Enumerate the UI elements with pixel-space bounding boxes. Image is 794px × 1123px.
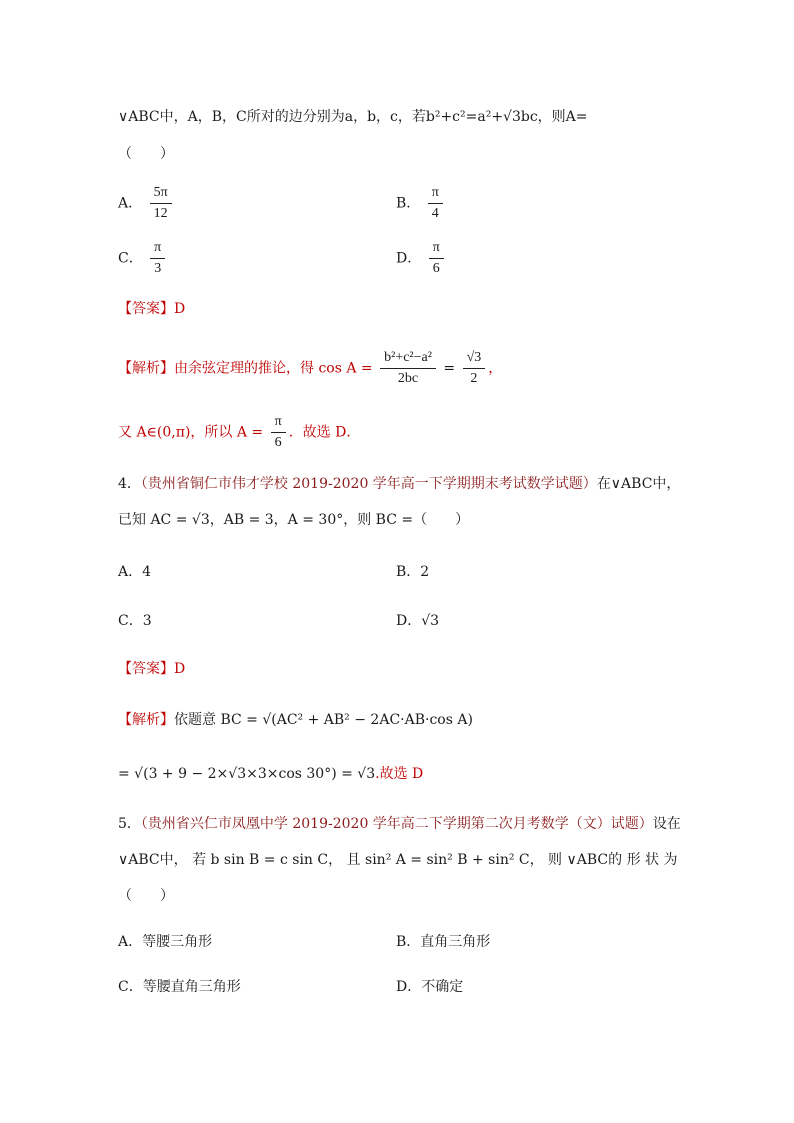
answer-value: D bbox=[174, 301, 186, 317]
q5-option-b[interactable]: B．直角三角形 bbox=[396, 934, 491, 950]
q5-option-d[interactable]: D．不确定 bbox=[396, 979, 464, 995]
q3-option-c[interactable] bbox=[118, 240, 168, 277]
q4-stem-line2: 已知 AC = √3，AB = 3，A = 30°，则 BC =（ ） bbox=[118, 512, 470, 528]
option-letter: A． bbox=[118, 195, 143, 212]
q5-option-c[interactable]: C．等腰直角三角形 bbox=[118, 979, 241, 995]
analysis-label: 【解析】 bbox=[118, 360, 174, 377]
analysis-text: 依题意 BC = √(AC² + AB² − 2AC·AB·cos A) bbox=[174, 712, 473, 728]
q4-answer bbox=[118, 659, 185, 679]
question-source: （贵州省铜仁市伟才学校 2019-2020 学年高一下学期期末考试数学试题） bbox=[140, 476, 597, 492]
q4-option-a[interactable]: A．4 bbox=[118, 564, 152, 580]
option-letter: C． bbox=[118, 250, 143, 267]
q5-stem: 5．（贵州省兴仁市凤凰中学 2019-2020 学年高二下学期第二次月考数学（文）试题）设在 bbox=[118, 816, 681, 832]
q3-option-d[interactable] bbox=[396, 240, 447, 277]
answer-value: D bbox=[174, 661, 186, 677]
analysis-fraction-2: $\frac{√3}{2}$ bbox=[463, 350, 486, 387]
q3-paren: （ ） bbox=[118, 146, 174, 162]
analysis-text: 由余弦定理的推论，得 cos A = bbox=[174, 360, 373, 377]
option-letter: B． bbox=[396, 195, 421, 212]
q5-paren: （ ） bbox=[118, 888, 174, 904]
q3-analysis-line2: 又 A∈(0,π)，所以 A = $\frac{\pi}{6}$ ．故选 D． bbox=[118, 414, 361, 450]
q3-answer bbox=[118, 299, 185, 319]
q5-option-a[interactable]: A．等腰三角形 bbox=[118, 934, 213, 950]
question-number: 4． bbox=[118, 476, 141, 492]
option-fraction: $\frac{5\pi}{12}$ bbox=[150, 185, 172, 222]
q5-stem-line2: ∨ABC中， 若 b sin B = c sin C， 且 sin² A = sin² B + sin² C， 则 ∨ABC的 形 状 为 bbox=[118, 852, 678, 868]
answer-label: 【答案】 bbox=[118, 661, 174, 677]
option-fraction: $\frac{\pi}{6}$ bbox=[429, 240, 444, 277]
q4-option-d[interactable]: D．√3 bbox=[396, 613, 440, 629]
q3-analysis: 【解析】由余弦定理的推论，得 cos A = $\frac{\text{b²+c²−a²}}{2bc}$ = $\frac{√3}{2}$ ， bbox=[118, 350, 503, 386]
analysis-fraction: $\frac{\text{b²+c²−a²}}{2bc}$ bbox=[380, 350, 436, 387]
option-letter: D． bbox=[396, 250, 422, 267]
question-number: 5． bbox=[118, 816, 141, 832]
analysis-label: 【解析】 bbox=[118, 712, 174, 728]
option-fraction: $\frac{\pi}{3}$ bbox=[150, 240, 165, 277]
option-fraction: $\frac{\pi}{4}$ bbox=[428, 185, 443, 222]
q4-analysis bbox=[118, 710, 473, 730]
q4-option-b[interactable]: B．2 bbox=[396, 564, 430, 580]
q4-stem: 4．（贵州省铜仁市伟才学校 2019-2020 学年高一下学期期末考试数学试题）在∨ABC中， bbox=[118, 476, 681, 492]
q3-option-b[interactable] bbox=[396, 185, 446, 222]
q4-option-c[interactable]: C．3 bbox=[118, 613, 152, 629]
q3-option-a[interactable] bbox=[118, 185, 175, 222]
q3-stem: ∨ABC中，A，B，C所对的边分别为a，b，c，若b²+c²=a²+√3bc，则A= bbox=[118, 109, 588, 125]
answer-label: 【答案】 bbox=[118, 301, 174, 317]
q4-analysis-line2: = √(3 + 9 − 2×√3×3×cos 30°) = √3.故选 D bbox=[118, 766, 424, 782]
analysis-fraction-3: $\frac{\pi}{6}$ bbox=[271, 414, 286, 451]
question-source: （贵州省兴仁市凤凰中学 2019-2020 学年高二下学期第二次月考数学（文）试题） bbox=[140, 816, 653, 832]
